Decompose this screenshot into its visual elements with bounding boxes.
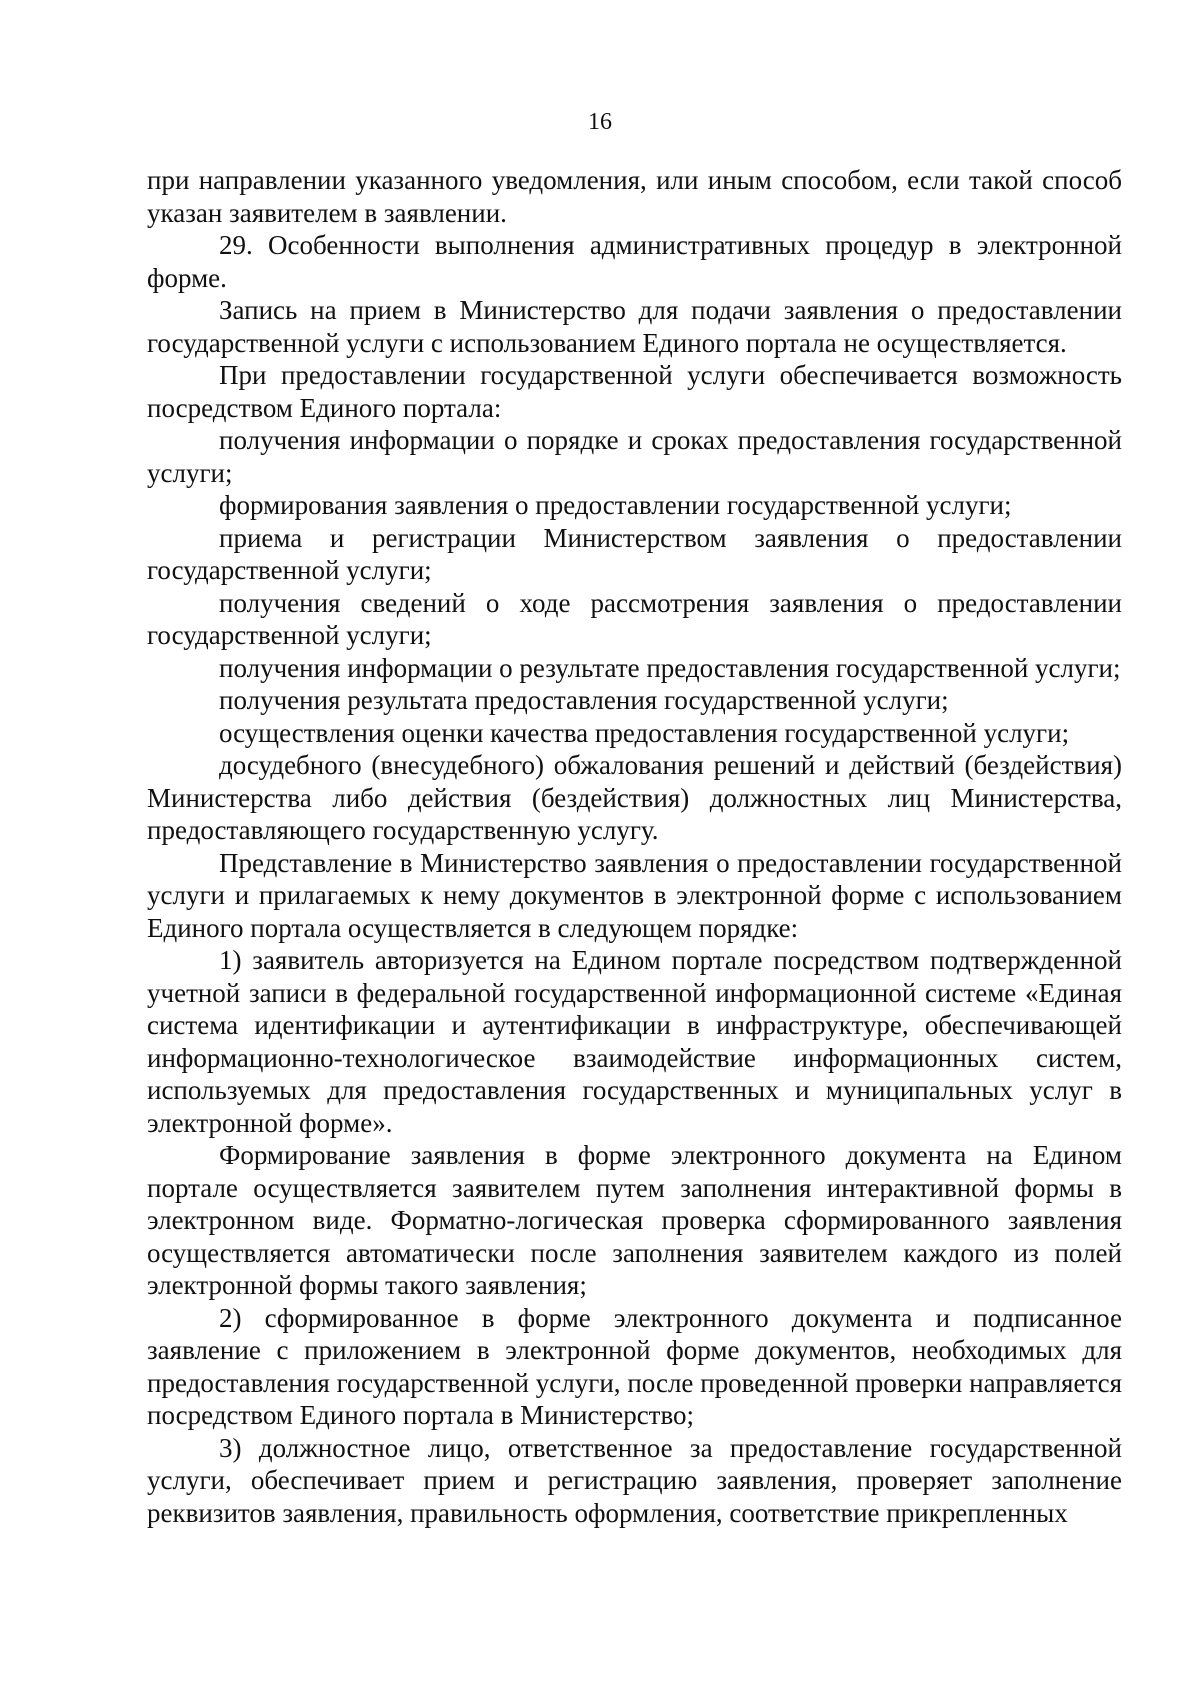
paragraph: получения информации о результате предоставления государственной услуги; xyxy=(219,652,1121,683)
paragraph: При предоставлении государственной услуги обеспечивается возможность посредством Единого портала: xyxy=(147,360,1122,423)
paragraph: осуществления оценки качества предоставления государственной услуги; xyxy=(219,717,1070,748)
paragraph: формирования заявления о предоставлении государственной услуги; xyxy=(219,490,1012,520)
paragraph: Формирование заявления в форме электронного документа на Едином портале осуществляется заявителем путем заполнения интерактивной формы в электронном виде. Форматно-логическая проверка сформированного заявления осуществляется автоматически после заполнения заявителем каждого из полей электронной формы такого заявления; xyxy=(147,1140,1122,1300)
paragraph: приема и регистрации Министерством заявления о предоставлении государственной услуги; xyxy=(147,522,1122,585)
page-number: 16 xyxy=(588,109,612,135)
paragraph: досудебного (внесудебного) обжалования решений и действий (бездействия) Министерства либо действия (бездействия) должностных лиц Министерства, предоставляющего государственную услугу. xyxy=(147,750,1122,845)
paragraph: Представление в Министерство заявления о предоставлении государственной услуги и прилагаемых к нему документов в электронной форме с использованием Единого портала осуществляется в следующем порядке: xyxy=(147,847,1122,943)
paragraph: Запись на прием в Министерство для подачи заявления о предоставлении государственной услуги с использованием Единого портала не осуществляется. xyxy=(147,295,1122,358)
paragraph: 1) заявитель авторизуется на Едином портале посредством подтвержденной учетной записи в федеральной государственной информационной системе «Единая система идентификации и аутентификации в инфраструктуре, обеспечивающей информационно-технологическое взаимодействие информационных систем, используемых для предоставления государственных и муниципальных услуг в электронной форме». xyxy=(147,945,1122,1138)
paragraph: получения результата предоставления государственной услуги; xyxy=(219,685,949,715)
paragraph: 2) сформированное в форме электронного документа и подписанное заявление с приложением в электронной форме документов, необходимых для предоставления государственной услуги, после проведенной проверки направляется посредством Единого портала в Министерство; xyxy=(147,1302,1122,1430)
paragraph: при направлении указанного уведомления, или иным способом, если такой способ указан заявителем в заявлении. xyxy=(147,165,1122,228)
paragraph: получения сведений о ходе рассмотрения заявления о предоставлении государственной услуги; xyxy=(147,587,1122,650)
document-body xyxy=(147,164,1122,1529)
paragraph: 3) должностное лицо, ответственное за предоставление государственной услуги, обеспечивает прием и регистрацию заявления, проверяет заполнение реквизитов заявления, правильность оформления, соответствие прикрепленных xyxy=(147,1432,1122,1528)
paragraph: 29. Особенности выполнения административных процедур в электронной форме. xyxy=(147,230,1122,293)
paragraph: получения информации о порядке и сроках предоставления государственной услуги; xyxy=(147,425,1122,488)
